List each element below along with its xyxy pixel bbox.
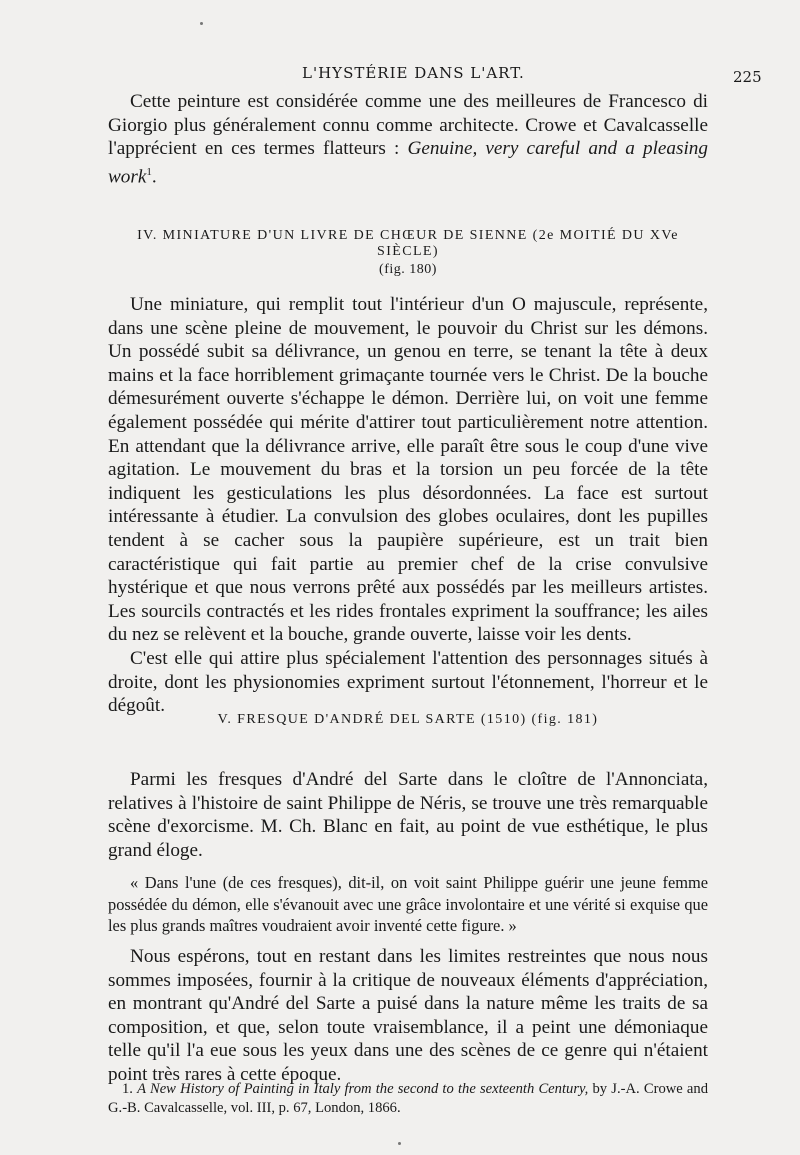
intro-end: . [151,166,157,188]
footnote-title: A New History of Painting in Italy from the second to the sexteenth Century, [137,1081,589,1097]
section-iv-title: IV. MINIATURE D'UN LIVRE DE CHŒUR DE SIENNE (2e MOITIÉ DU XVe SIÈCLE) [137,228,679,259]
page-header [0,62,800,86]
section-iv-body [108,293,708,718]
section-v-paragraph-1 [108,768,708,862]
section-iv-paragraph-1: Une miniature, qui remplit tout l'intérieur d'un O majuscule, représente, dans une scène pleine de mouvement, le pouvoir du Christ sur les démons. Un possédé subit sa délivrance, un genou en terre, se tenant la tête à deux mains et la face horriblement grimaçante tournée vers le Christ. De la bouche démesurément ouverte s'échappe le démon. Derrière lui, on voit une femme également possédée qui mérite d'attirer tout particulièrement notre attention. En attendant que la délivrance arrive, elle paraît être sous le coup d'une vive agitation. Le mouvement du bras et la torsion un peu forcée de la tête indiquent les gesticulations les plus désordonnées. La face est surtout intéressante à étudier. La convulsion des globes oculaires, dont les pupilles tendent à se cacher sous la paupière supérieure, est un trait bien caractéristique qui fait partie au premier chef de la crise convulsive hystérique et que nous verrons prêté aux possédés par les meilleurs artistes. Les sourcils contractés et les rides frontales expriment la souffrance; les ailes du nez se relèvent et la bouche, grande ouverte, laisse voir les dents. [108,294,708,646]
intro-text: Cette peinture est considérée comme une des meilleures de Francesco di Giorgio plus généralement connu comme architecte. Crowe et Cavalcasselle l'apprécient en ces termes flatteurs : [108,91,708,160]
section-v-title: V. FRESQUE D'ANDRÉ DEL SARTE (1510) (fig. 181) [217,712,599,727]
footnote [108,1080,708,1118]
page-number: 225 [733,68,762,86]
footnote-rest: by J.-A. Crowe and G.-B. Cavalcasselle, vol. III, p. 67, London, 1866. [108,1081,709,1116]
section-iv-paragraph-2: C'est elle qui attire plus spécialement l'attention des personnages situés à droite, dont les physionomies expriment surtout l'étonnement, l'horreur et le dégoût. [108,647,708,717]
blanc-quotation [108,872,708,937]
footnote-number: 1. [122,1081,133,1097]
intro-paragraph [108,90,708,189]
section-v-text-1: Parmi les fresques d'André del Sarte dans le cloître de l'Annonciata, relatives à l'histoire de saint Philippe de Néris, se trouve une très remarquable scène d'exorcisme. M. Ch. Blanc en fait, au point de vue esthétique, le plus grand éloge. [108,769,708,861]
paper-speck [398,1142,401,1145]
intro-quote: Genuine, very careful and a pleasing work [108,138,708,188]
section-iv-figure-ref: (fig. 180) [379,262,437,277]
section-v-paragraph-2 [108,945,708,1087]
section-v-heading [108,712,708,728]
running-title: L'HYSTÉRIE DANS L'ART. [302,64,525,82]
footnote-ref: 1 [146,165,152,178]
section-iv-heading [108,228,708,278]
blanc-quotation-text: « Dans l'une (de ces fresques), dit-il, on voit saint Philippe guérir une jeune femme possédée du démon, elle s'évanouit avec une grâce involontaire et une vérité si exquise que les plus grands maîtres voudraient avoir inventé cette figure. » [108,873,708,935]
paper-speck [200,22,203,25]
section-v-text-2: Nous espérons, tout en restant dans les limites restreintes que nous nous sommes imposées, fournir à la critique de nouveaux éléments d'appréciation, en montrant qu'André del Sarte a puisé dans la nature même les traits de sa composition, et que, selon toute vraisemblance, il a peint une démoniaque telle qu'il l'a eue sous les yeux dans une des scènes de ce genre qui n'étaient point très rares à cette époque. [108,946,708,1085]
